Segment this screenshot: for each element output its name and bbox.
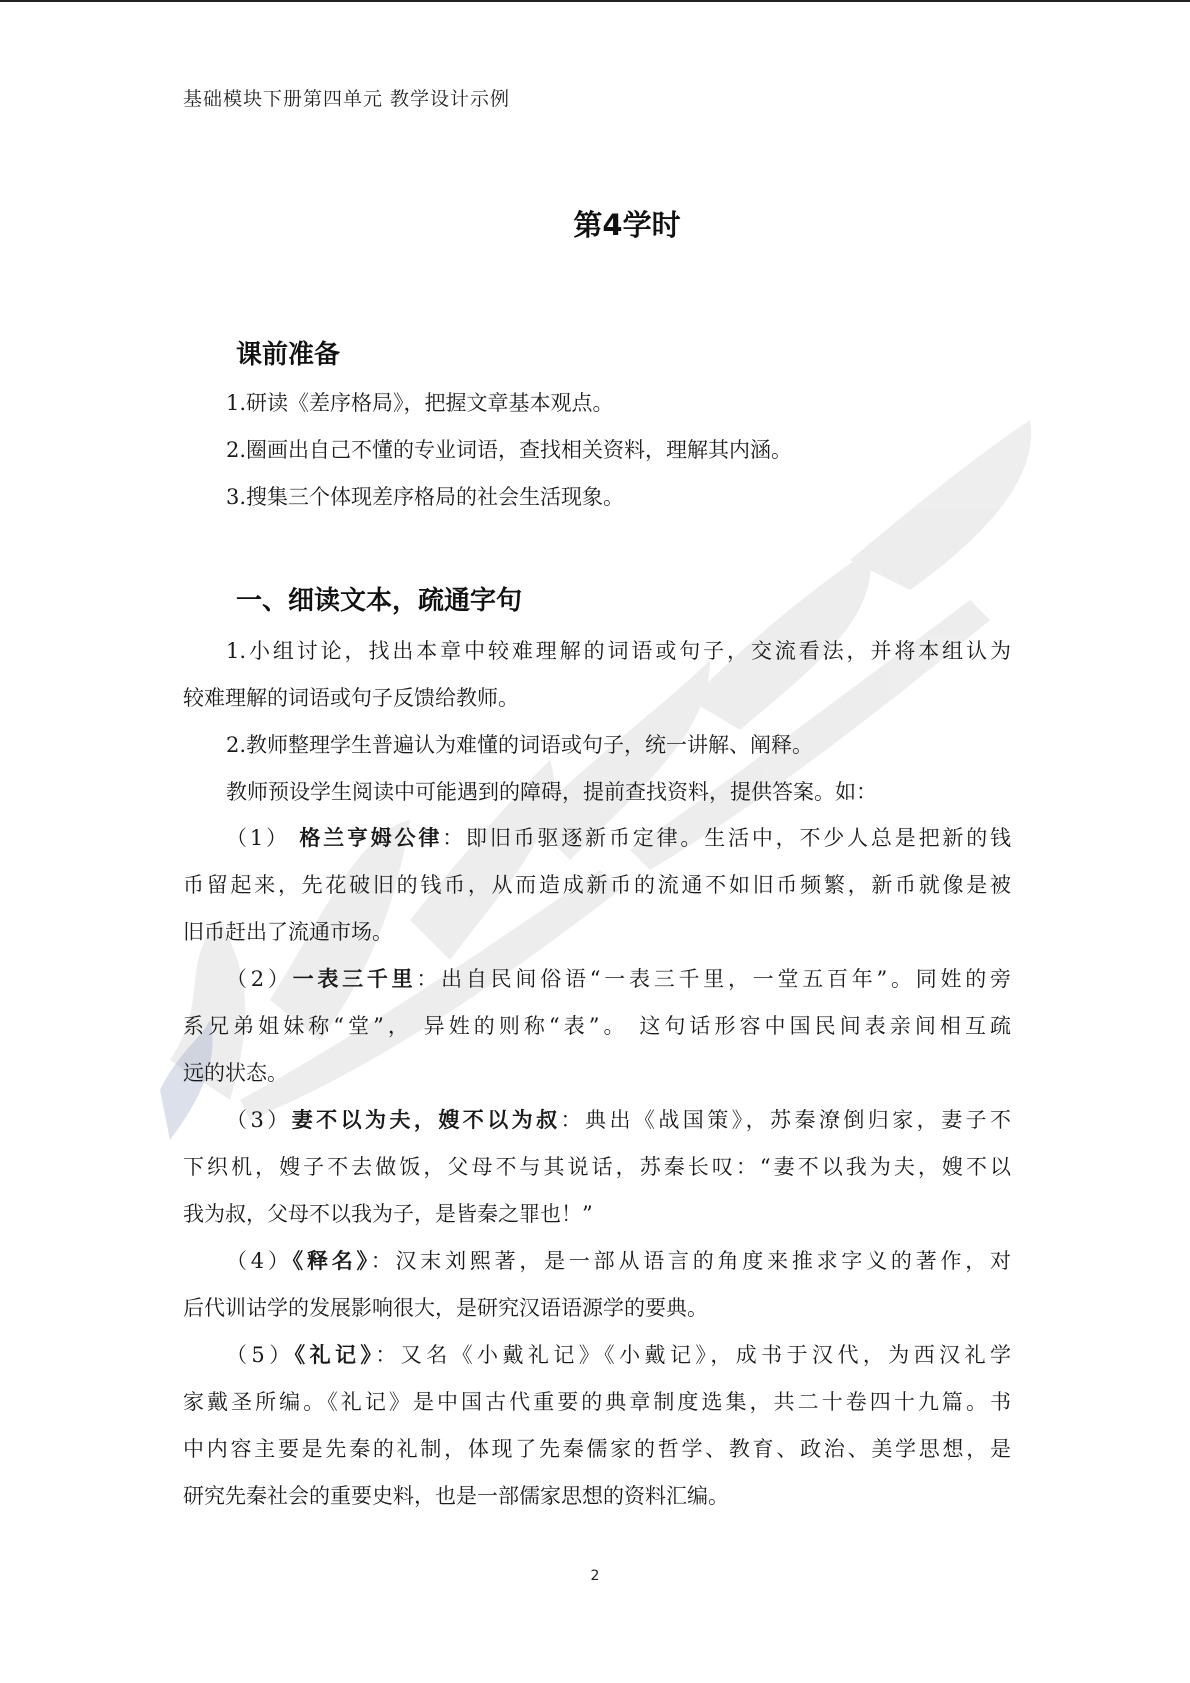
note-1-line-2: 币留起来，先花破旧的钱币，从而造成新币的流通不如旧币频繁，新币就像是被 xyxy=(183,873,1011,897)
note-2-separator: ： xyxy=(416,967,442,991)
note-5-term: 《礼记》 xyxy=(294,1343,376,1367)
note-1-term: 格兰亨姆公律 xyxy=(299,826,443,850)
prep-item-3: 3.搜集三个体现差序格局的社会生活现象。 xyxy=(226,485,625,509)
note-5-line-3: 中内容主要是先秦的礼制，体现了先秦儒家的哲学、教育、政治、美学思想，是 xyxy=(183,1437,1011,1461)
section-heading-reading: 一、细读文本，疏通字句 xyxy=(236,586,523,616)
note-5-number: （5） xyxy=(226,1343,295,1367)
note-3-text: 典出《战国策》，苏秦潦倒归家，妻子不 xyxy=(585,1108,1012,1132)
note-2-term: 一表三千里 xyxy=(292,967,417,991)
note-5-line-2: 家戴圣所编。《礼记》是中国古代重要的典章制度选集，共二十卷四十九篇。书 xyxy=(183,1390,1011,1414)
paragraph-2: 2.教师整理学生普遍认为难懂的词语或句子，统一讲解、阐释。 xyxy=(226,733,814,757)
note-5-separator: ： xyxy=(375,1343,401,1367)
note-1-text: 即旧币驱逐新币定律。生活中，不少人总是把新的钱 xyxy=(466,826,1012,850)
note-3-separator: ： xyxy=(560,1108,585,1132)
note-3-line-1 xyxy=(226,1105,1011,1135)
note-5-line-4: 研究先秦社会的重要史料，也是一部儒家思想的资料汇编。 xyxy=(183,1484,729,1508)
section-heading-preparation: 课前准备 xyxy=(236,340,341,370)
note-3-term: 妻不以为夫，嫂不以为叔 xyxy=(291,1108,561,1132)
document-header-note: 基础模块下册第四单元 教学设计示例 xyxy=(183,88,511,110)
prep-item-1: 1.研读《差序格局》，把握文章基本观点。 xyxy=(226,391,614,415)
note-3-number: （3） xyxy=(226,1108,292,1132)
note-4-separator: ： xyxy=(370,1249,396,1273)
note-1-line-3: 旧币赶出了流通市场。 xyxy=(183,920,393,944)
note-2-number: （2） xyxy=(226,967,293,991)
page-number: 2 xyxy=(590,1568,600,1584)
note-2-line-2: 系兄弟姐妹称“堂”， 异姓的则称“表”。 这句话形容中国民间表亲间相互疏 xyxy=(183,1014,1011,1038)
prep-item-2: 2.圈画出自己不懂的专业词语，查找相关资料，理解其内涵。 xyxy=(226,438,793,462)
paragraph-3: 教师预设学生阅读中可能遇到的障碍，提前查找资料，提供答案。如： xyxy=(226,780,877,804)
note-1-line-1 xyxy=(226,823,1011,853)
note-1-number: （1） xyxy=(226,826,300,850)
paragraph-1-line-2: 较难理解的词语或句子反馈给教师。 xyxy=(183,686,519,710)
note-3-line-3: 我为叔，父母不以我为子，是皆秦之罪也！” xyxy=(183,1202,593,1226)
paragraph-1-line-1: 1.小组讨论，找出本章中较难理解的词语或句子，交流看法，并将本组认为 xyxy=(226,639,1011,663)
note-4-text: 汉末刘熙著，是一部从语言的角度来推求字义的著作，对 xyxy=(395,1249,1011,1273)
top-border-rule xyxy=(0,0,1190,2)
note-5-text: 又名《小戴礼记》《小戴记》，成书于汉代，为西汉礼学 xyxy=(400,1343,1011,1367)
note-3-line-2: 下织机，嫂子不去做饭，父母不与其说话，苏秦长叹：“妻不以我为夫，嫂不以 xyxy=(183,1155,1011,1179)
note-4-term: 《释名》 xyxy=(292,1249,371,1273)
note-2-text: 出自民间俗语“一表三千里，一堂五百年”。同姓的旁 xyxy=(441,967,1011,991)
note-1-separator: ： xyxy=(442,826,467,850)
lesson-title: 第4学时 xyxy=(573,208,681,242)
note-2-line-3: 远的状态。 xyxy=(183,1061,288,1085)
note-4-line-2: 后代训诂学的发展影响很大，是研究汉语语源学的要典。 xyxy=(183,1296,708,1320)
note-2-line-1 xyxy=(226,964,1011,994)
note-4-number: （4） xyxy=(226,1249,293,1273)
note-5-line-1 xyxy=(226,1340,1011,1370)
note-4-line-1 xyxy=(226,1246,1011,1276)
